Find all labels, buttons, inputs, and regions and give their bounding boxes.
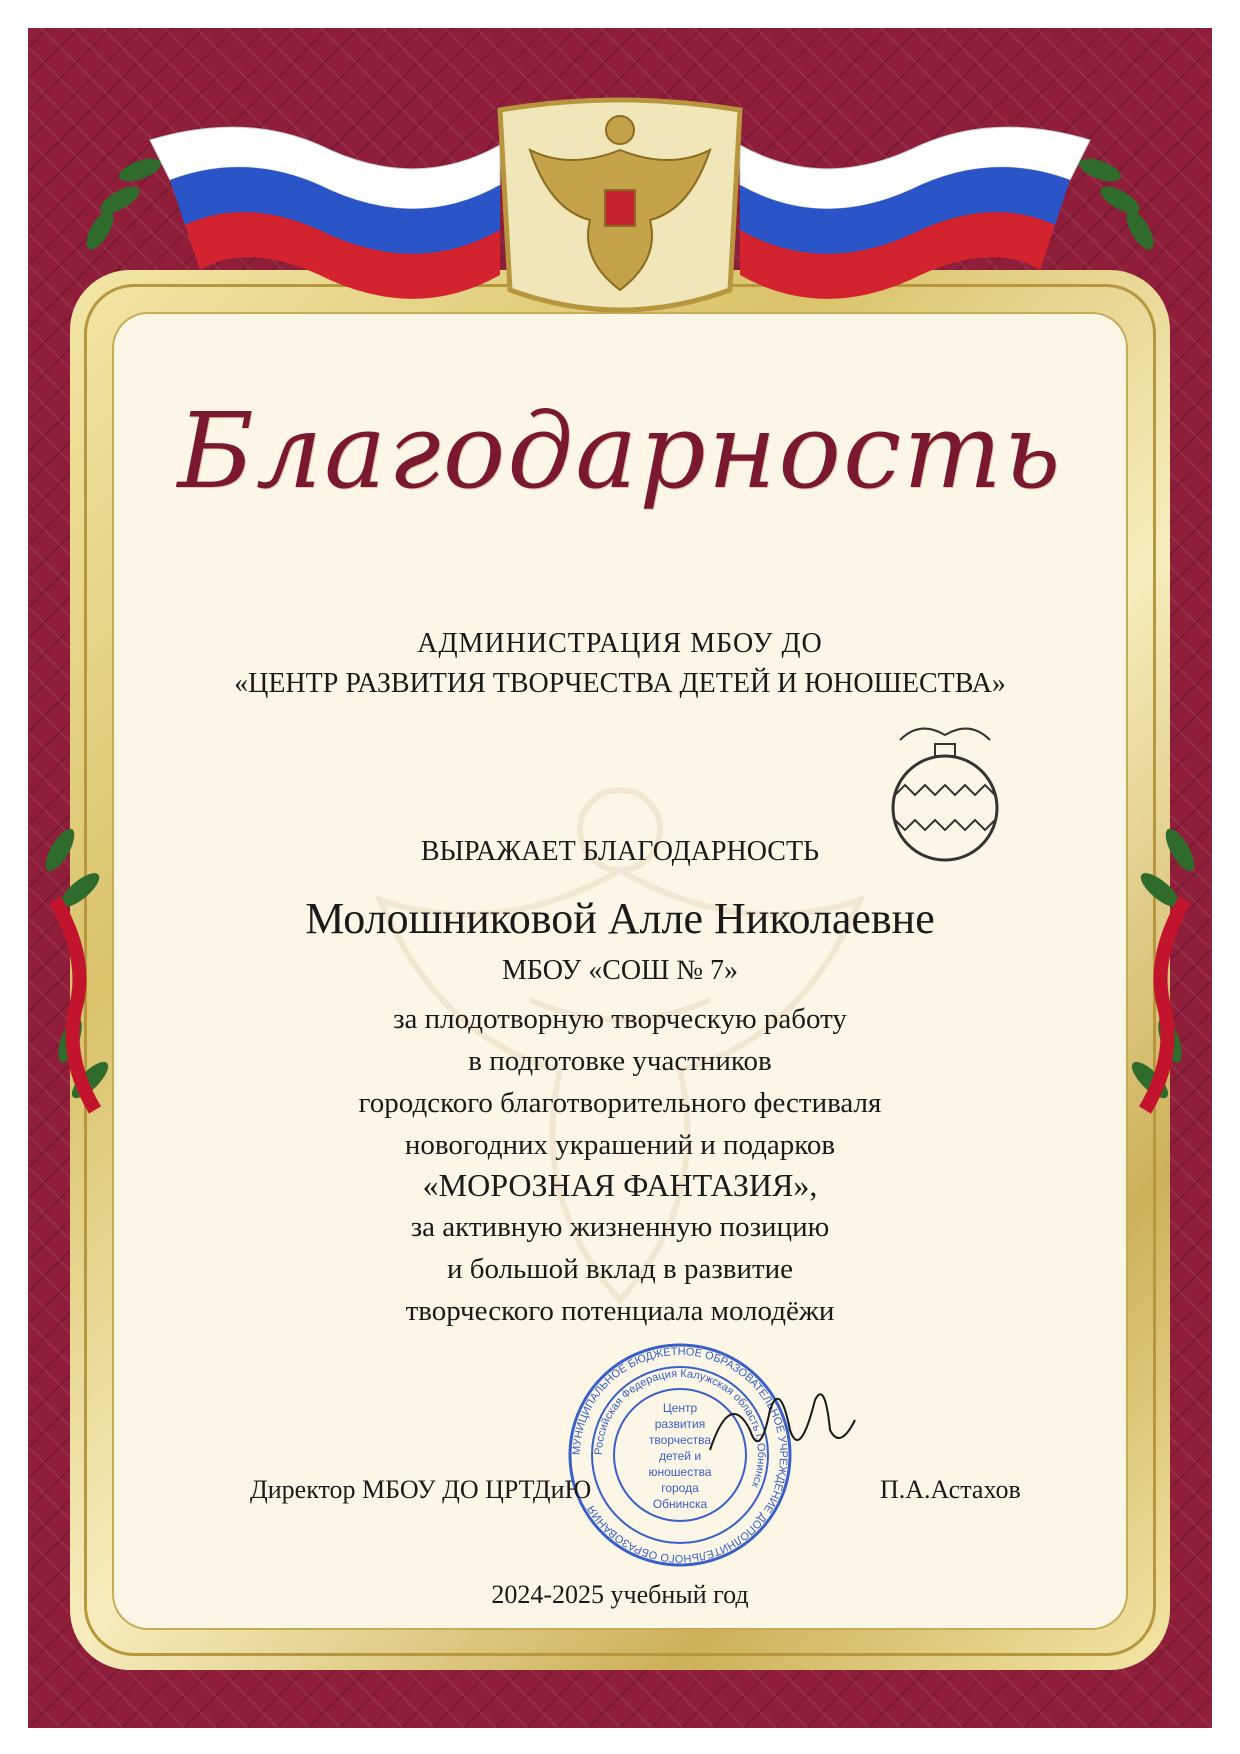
director-title: Директор МБОУ ДО ЦРТДиЮ xyxy=(250,1475,592,1504)
left-flag-icon xyxy=(150,127,500,299)
certificate-title: Благодарность xyxy=(177,390,1063,512)
expresses-gratitude: ВЫРАЖАЕТ БЛАГОДАРНОСТЬ xyxy=(420,836,820,867)
organization-line-2: «ЦЕНТР РАЗВИТИЯ ТВОРЧЕСТВА ДЕТЕЙ И ЮНОШЕСТВА» xyxy=(234,668,1006,699)
seal-center-line: Центр xyxy=(662,1401,698,1415)
body-line: городского благотворительного фестиваля xyxy=(358,1087,882,1119)
body-line: новогодних украшений и подарков xyxy=(404,1129,836,1161)
body-line: за плодотворную творческую работу xyxy=(393,1003,847,1035)
director-signature xyxy=(700,1370,860,1480)
organization-line-1: АДМИНИСТРАЦИЯ МБОУ ДО xyxy=(417,628,823,659)
body-line: творческого потенциала молодёжи xyxy=(405,1295,835,1327)
seal-outer-text: МУНИЦИПАЛЬНОЕ БЮДЖЕТНОЕ ОБРАЗОВАТЕЛЬНОЕ УЧРЕЖДЕНИЕ ДОПОЛНИТЕЛЬНОГО ОБРАЗОВАНИЯ xyxy=(570,1345,790,1565)
right-flag-icon xyxy=(740,127,1090,299)
russian-coat-of-arms-icon xyxy=(490,90,750,330)
body-line: в подготовке участников xyxy=(468,1045,772,1077)
seal-center-line: развития xyxy=(654,1417,706,1431)
recipient-school: МБОУ «СОШ № 7» xyxy=(501,955,739,986)
seal-mid-text: Российская Федерация Калужская область г. Обнинск xyxy=(592,1367,768,1490)
seal-center-line: творчества xyxy=(648,1433,712,1447)
seal-center-line: детей и xyxy=(658,1449,702,1463)
festival-name: «МОРОЗНАЯ ФАНТАЗИЯ», xyxy=(422,1167,818,1203)
seal-center-line: города xyxy=(661,1481,699,1495)
seal-center-line: юношества xyxy=(648,1465,712,1479)
body-line: за активную жизненную позицию xyxy=(410,1211,830,1243)
recipient-name: Молошниковой Алле Николаевне xyxy=(305,894,935,943)
body-line: и большой вклад в развитие xyxy=(446,1253,794,1285)
seal-center-line: Обнинска xyxy=(652,1497,708,1511)
director-name: П.А.Астахов xyxy=(880,1475,1021,1504)
academic-year: 2024-2025 учебный год xyxy=(491,1580,749,1609)
